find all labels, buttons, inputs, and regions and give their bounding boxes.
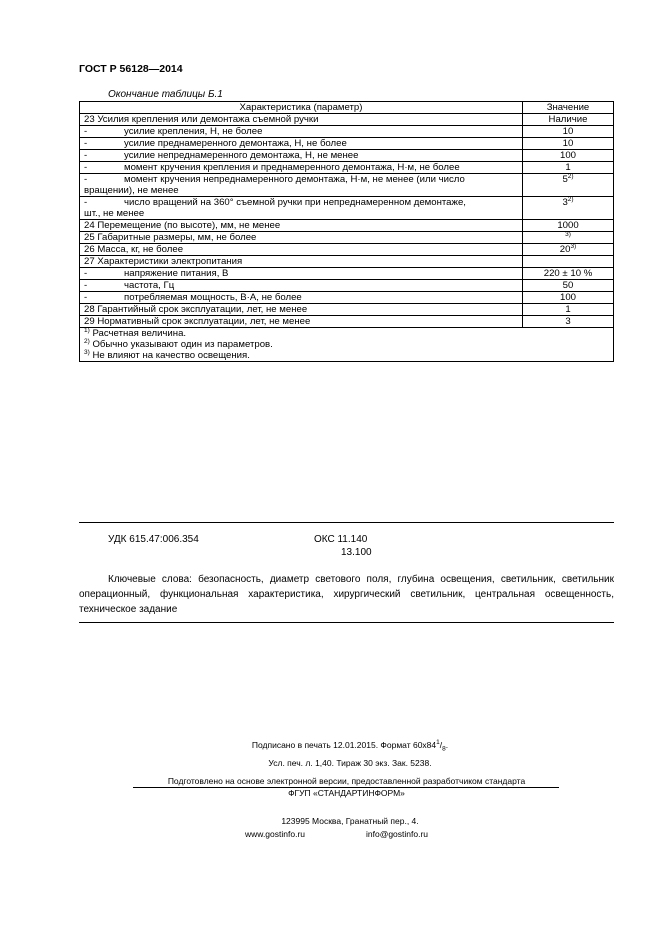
footnote-mark: 3) bbox=[565, 231, 571, 238]
dash-mark: - bbox=[84, 268, 88, 279]
footnote-mark: 2) bbox=[567, 173, 574, 180]
param-text: 24 Перемещение (по высоте), мм, не менее bbox=[84, 220, 281, 231]
param-text: 28 Гарантийный срок эксплуатации, лет, не менее bbox=[84, 304, 308, 315]
document-header: ГОСТ Р 56128—2014 bbox=[79, 63, 183, 75]
param-cell bbox=[80, 268, 523, 280]
value-text: 50 bbox=[562, 280, 574, 291]
oks-code-2: 13.100 bbox=[341, 547, 372, 558]
param-cell bbox=[80, 304, 523, 316]
keywords: Ключевые слова: безопасность, диаметр светового поля, глубина освещения, светильник, светильник операционный, функциональная характеристика, хирургический светильник, центральная освещенность, техническое задание bbox=[79, 574, 614, 615]
table-row bbox=[80, 150, 614, 162]
value-cell bbox=[523, 244, 614, 256]
imprint-address: 123995 Москва, Гранатный пер., 4. bbox=[281, 816, 419, 826]
udk-code: УДК 615.47:006.354 bbox=[108, 534, 199, 545]
param-cell bbox=[80, 138, 523, 150]
table-row bbox=[80, 162, 614, 174]
value-text: 5 bbox=[562, 174, 568, 185]
footnote-number: 2) bbox=[84, 338, 90, 345]
param-cell bbox=[80, 220, 523, 232]
value-cell bbox=[523, 150, 614, 162]
param-text-continued: шт., не менее bbox=[84, 208, 145, 219]
imprint-prepared: Подготовлено на основе электронной версии, предоставленной разработчиком стандарта bbox=[167, 776, 526, 786]
footnote-number: 1) bbox=[84, 327, 90, 334]
footnote bbox=[84, 339, 609, 350]
imprint-publisher: ФГУП «СТАНДАРТИНФОРМ» bbox=[288, 788, 405, 798]
param-text: момент кручения непреднамеренного демонтажа, Н·м, не менее (или число bbox=[124, 174, 465, 185]
table-row bbox=[80, 244, 614, 256]
value-text: 100 bbox=[559, 150, 576, 161]
imprint-signed: Подписано в печать 12.01.2015. Формат $60x84^1/_8$. bbox=[251, 739, 449, 753]
table-row bbox=[80, 174, 614, 197]
value-cell bbox=[523, 316, 614, 328]
param-text-continued: вращении), не менее bbox=[84, 185, 179, 196]
value-cell bbox=[523, 304, 614, 316]
oks-code-1: ОКС 11.140 bbox=[314, 534, 368, 545]
param-cell bbox=[80, 292, 523, 304]
table-row bbox=[80, 292, 614, 304]
footnote-mark: 2) bbox=[567, 196, 574, 203]
separator-top bbox=[79, 522, 614, 523]
table-row bbox=[80, 197, 614, 220]
table-header-row bbox=[80, 102, 614, 114]
dash-mark: - bbox=[84, 292, 88, 303]
footnote bbox=[84, 328, 609, 339]
param-text: 25 Габаритные размеры, мм, не более bbox=[84, 232, 257, 243]
specification-table bbox=[79, 101, 614, 362]
table-row bbox=[80, 138, 614, 150]
value-cell bbox=[523, 232, 614, 244]
param-cell bbox=[80, 114, 523, 126]
separator-bottom bbox=[79, 622, 614, 623]
value-text: 3 bbox=[565, 316, 571, 327]
value-cell bbox=[523, 292, 614, 304]
table-row bbox=[80, 256, 614, 268]
value-text: 10 bbox=[562, 126, 574, 137]
value-text: 220 ± 10 % bbox=[543, 268, 593, 279]
footnote bbox=[84, 350, 609, 361]
value-text: Наличие bbox=[548, 114, 588, 125]
dash-mark: - bbox=[84, 174, 88, 185]
footnote-number: 3) bbox=[84, 349, 90, 356]
value-text: 100 bbox=[559, 292, 576, 303]
param-cell bbox=[80, 197, 523, 220]
param-text: усилие преднамеренного демонтажа, Н, не более bbox=[124, 138, 347, 149]
dash-mark: - bbox=[84, 138, 88, 149]
table-row bbox=[80, 316, 614, 328]
value-text: 1000 bbox=[557, 220, 579, 231]
param-text: 29 Нормативный срок эксплуатации, лет, не менее bbox=[84, 316, 311, 327]
table-row bbox=[80, 232, 614, 244]
param-text: 26 Масса, кг, не более bbox=[84, 244, 184, 255]
footnote-mark: 3) bbox=[570, 243, 577, 250]
value-text: 20 bbox=[559, 244, 571, 255]
value-cell bbox=[523, 268, 614, 280]
table-row bbox=[80, 268, 614, 280]
param-cell bbox=[80, 126, 523, 138]
header-value: Значение bbox=[523, 102, 614, 114]
table-row bbox=[80, 220, 614, 232]
value-cell bbox=[523, 174, 614, 197]
value-cell bbox=[523, 197, 614, 220]
param-text: потребляемая мощность, В·А, не более bbox=[124, 292, 302, 303]
table-row bbox=[80, 126, 614, 138]
footnote-text: Обычно указывают один из параметров. bbox=[92, 339, 273, 350]
notes-cell bbox=[80, 328, 614, 362]
param-text: напряжение питания, В bbox=[124, 268, 229, 279]
imprint-signed-text: Подписано в печать 12.01.2015. Формат 60x84 bbox=[251, 740, 437, 750]
imprint-email[interactable]: info@gostinfo.ru bbox=[366, 829, 429, 839]
param-cell bbox=[80, 150, 523, 162]
value-cell bbox=[523, 126, 614, 138]
param-text: усилие непреднамеренного демонтажа, Н, не менее bbox=[124, 150, 359, 161]
param-text: 27 Характеристики электропитания bbox=[84, 256, 243, 267]
format-numerator: 1 bbox=[436, 739, 440, 746]
table-row bbox=[80, 114, 614, 126]
value-cell bbox=[523, 220, 614, 232]
imprint-print-info: Усл. печ. л. 1,40. Тираж 30 экз. Зак. 5238. bbox=[268, 758, 432, 768]
param-cell bbox=[80, 280, 523, 292]
dash-mark: - bbox=[84, 280, 88, 291]
value-text: 1 bbox=[565, 162, 571, 173]
table-row bbox=[80, 304, 614, 316]
header-param: Характеристика (параметр) bbox=[80, 102, 523, 114]
param-cell bbox=[80, 256, 523, 268]
param-text: частота, Гц bbox=[124, 280, 175, 291]
footnote-text: Не влияют на качество освещения. bbox=[92, 350, 250, 361]
param-cell bbox=[80, 244, 523, 256]
param-text: 23 Усилия крепления или демонтажа съемной ручки bbox=[84, 114, 319, 125]
param-cell bbox=[80, 316, 523, 328]
value-cell bbox=[523, 280, 614, 292]
dash-mark: - bbox=[84, 150, 88, 161]
format-end: . bbox=[445, 740, 449, 750]
value-text: 3 bbox=[562, 197, 568, 208]
param-cell bbox=[80, 232, 523, 244]
param-cell bbox=[80, 162, 523, 174]
value-cell bbox=[523, 138, 614, 150]
table-caption: Окончание таблицы Б.1 bbox=[108, 89, 223, 100]
param-text: число вращений на 360° съемной ручки при непреднамеренном демонтаже, bbox=[124, 197, 466, 208]
imprint-website[interactable]: www.gostinfo.ru bbox=[245, 829, 305, 839]
value-text: 1 bbox=[565, 304, 571, 315]
value-cell bbox=[523, 162, 614, 174]
table-row bbox=[80, 280, 614, 292]
dash-mark: - bbox=[84, 162, 88, 173]
value-cell bbox=[523, 256, 614, 268]
dash-mark: - bbox=[84, 197, 88, 208]
value-text: 10 bbox=[562, 138, 574, 149]
dash-mark: - bbox=[84, 126, 88, 137]
param-text: усилие крепления, Н, не более bbox=[124, 126, 263, 137]
format-denominator: 8 bbox=[442, 745, 446, 753]
footnote-text: Расчетная величина. bbox=[92, 328, 187, 339]
param-text: момент кручения крепления и преднамеренного демонтажа, Н·м, не более bbox=[124, 162, 460, 173]
param-cell bbox=[80, 174, 523, 197]
notes-row bbox=[80, 328, 614, 362]
value-cell bbox=[523, 114, 614, 126]
